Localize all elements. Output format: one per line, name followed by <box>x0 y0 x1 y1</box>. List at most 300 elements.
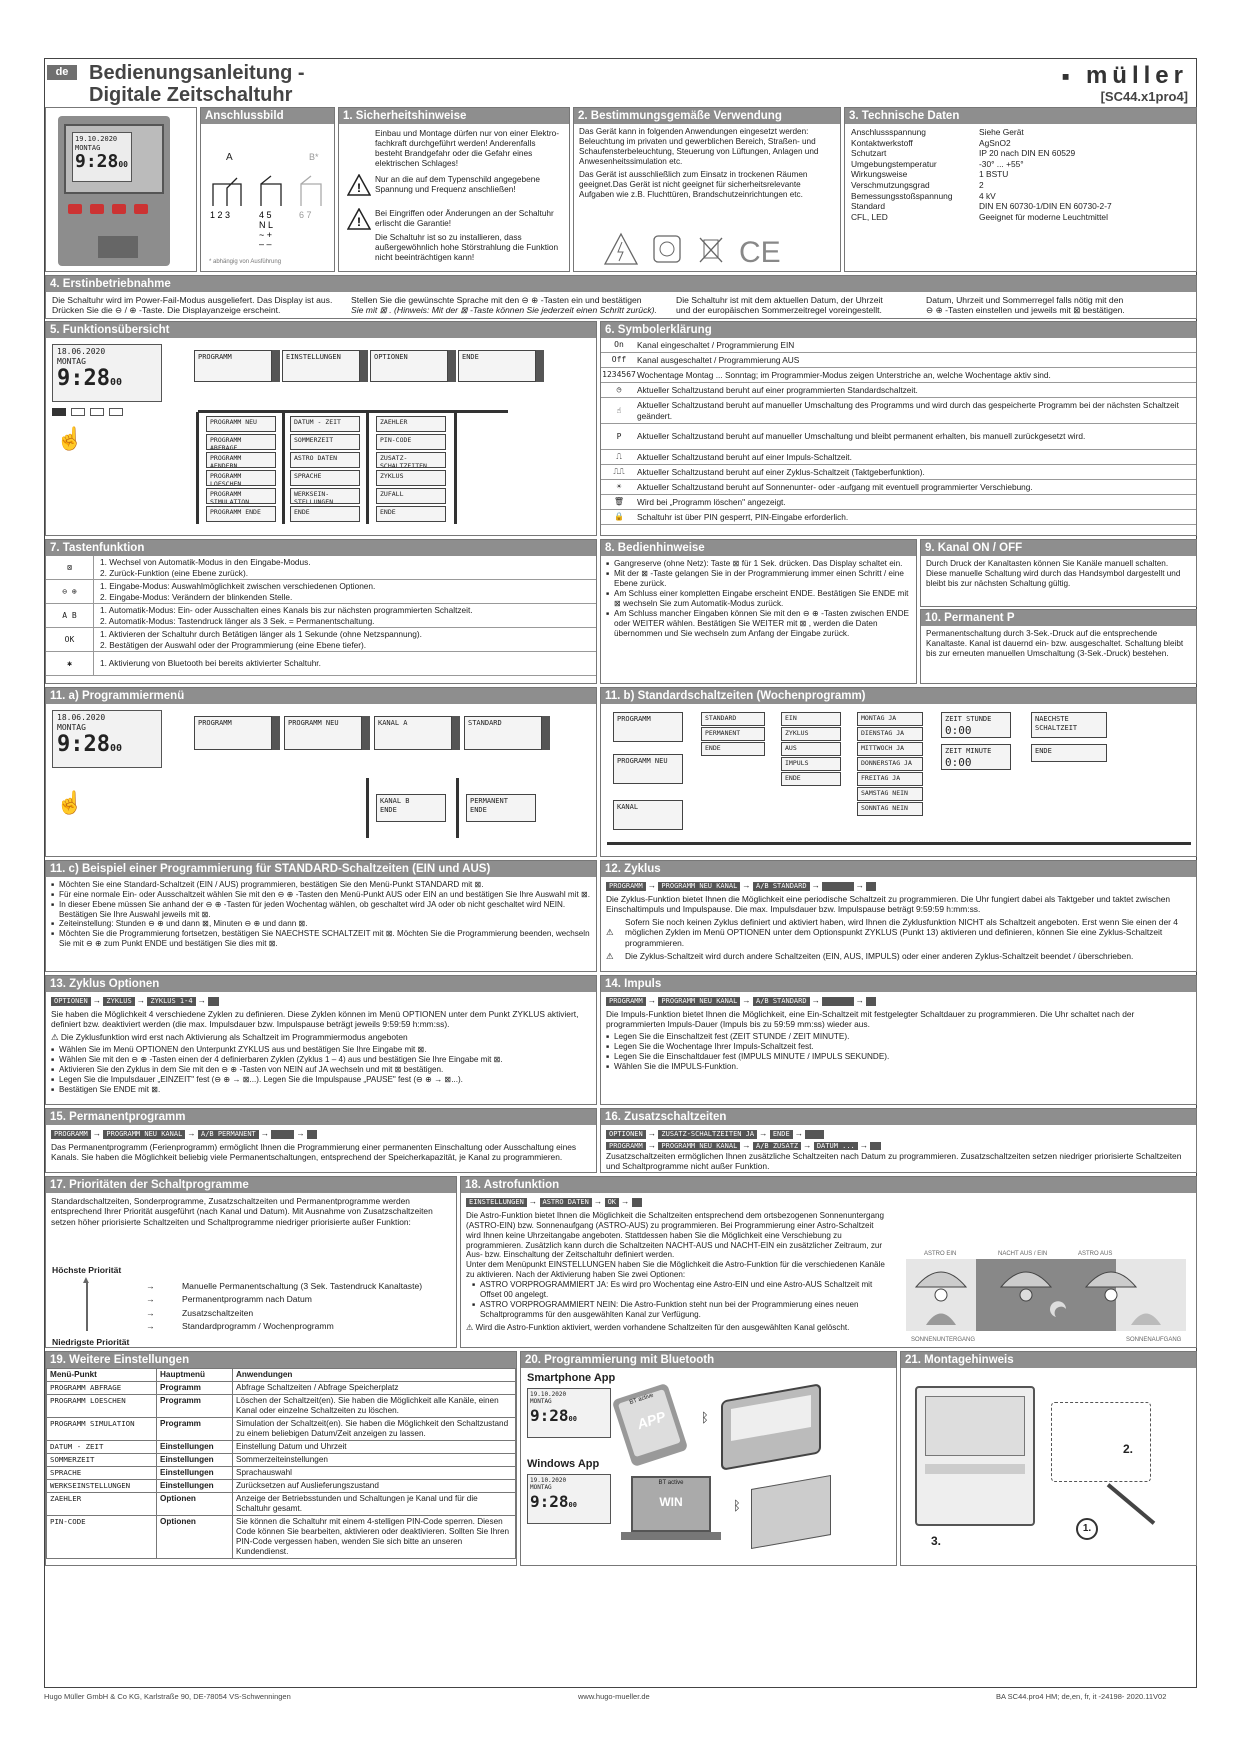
submenu-item: PROGRAMM ENDE <box>206 506 276 522</box>
tasten-row <box>46 556 596 580</box>
cell-haupt: Optionen <box>157 1493 233 1516</box>
language-badge: de <box>47 65 77 80</box>
brand-square-icon: ■ <box>1062 69 1075 84</box>
list-item: ■ Mit der ⊠ -Taste gelangen Sie in der Programmierung immer einen Schritt / eine Ebene zurück. <box>606 569 911 589</box>
warning-icon <box>347 174 371 196</box>
submenu-item: ASTRO DATEN <box>290 452 360 468</box>
symbol-icon: ☀ <box>616 482 622 492</box>
smartphone-app-label: Smartphone App <box>527 1372 616 1384</box>
device-iso-screen <box>731 1395 811 1441</box>
svg-text:SONNENAUFGANG: SONNENAUFGANG <box>1126 1337 1182 1343</box>
cell-anw: Löschen der Schaltzeit(en). Sie haben die Möglichkeit alle Kanäle, einen Kanal oder einzelne Schaltzeiten zu löschen. <box>233 1395 516 1418</box>
device-button-3[interactable] <box>112 204 126 214</box>
tasten-line: 2. Automatik-Modus: Tastendruck länger als 3 Sek. = Permanentschaltung. <box>100 615 375 626</box>
cell-anw: Anzeige der Betriebsstunden und Schaltungen je Kanal und für die Schaltuhr gesamt. <box>233 1493 516 1516</box>
submenu-item: PROGRAMM ABFRAGE <box>206 434 276 450</box>
list-item: ■ In dieser Ebene müssen Sie anhand der ⊖ ⊕ -Tasten für jeden Wochentag wählen, ob geschaltet wird JA oder ob nicht geschaltet wird NEIN. Bestätigen Sie Ihre Auswahl jeweils mit ⊠. <box>51 900 591 920</box>
symbol-row <box>601 398 1196 424</box>
standard-col-2 <box>781 712 841 787</box>
standard-screen-2: PROGRAMM NEU <box>613 754 683 784</box>
table-row <box>47 1516 516 1559</box>
symbol-icon: On <box>614 340 624 350</box>
tech-value: Siehe Gerät <box>979 127 1024 137</box>
cell-haupt: Einstellungen <box>157 1467 233 1480</box>
montage-title: 21. Montagehinweis <box>901 1352 1196 1368</box>
zusatz-title: 16. Zusatzschaltzeiten <box>601 1109 1196 1125</box>
prog-screen: PROGRAMM NEU <box>284 716 362 750</box>
progmenu-vbar-1 <box>366 778 369 838</box>
device-body <box>58 116 170 266</box>
title-line-1: Bedienungsanleitung - <box>89 62 305 84</box>
astro-figure <box>906 1247 1186 1347</box>
tech-row <box>851 138 1190 149</box>
tasten-row <box>46 652 596 676</box>
tech-row <box>851 169 1190 180</box>
prog-screen-keys <box>362 716 370 750</box>
section-weitere <box>45 1351 517 1566</box>
zusatz-path-1: OPTIONEN → ZUSATZ-SCHALTZEITEN JA → ENDE → <box>601 1125 1196 1139</box>
progmenu-display: 18.06.2020 MONTAG 9:2800 <box>52 710 162 768</box>
win-label: WIN <box>659 1495 683 1510</box>
list-item: ■ Gangreserve (ohne Netz): Taste ⊠ für 1 Sek. drücken. Das Display schaltet ein. <box>606 559 911 569</box>
cell-menu: PIN-CODE <box>47 1516 157 1559</box>
prio-item-label: Zusatzschaltzeiten <box>182 1307 254 1318</box>
key-m[interactable] <box>52 408 66 416</box>
list-item: ■ Legen Sie die Einschaltdauer fest (IMPULS MINUTE / IMPULS SEKUNDE). <box>606 1052 1191 1062</box>
menu-screen-keys <box>536 350 544 382</box>
permanent-title: 10. Permanent P <box>921 610 1196 626</box>
bt-display-1: 19.10.2020 MONTAG 9:2800 <box>527 1388 611 1438</box>
key-ok[interactable] <box>109 408 123 416</box>
app-label: APP <box>635 1407 668 1433</box>
zusatz-p1: Zusatzschaltzeiten ermöglichen Ihnen zusätzliche Schaltzeiten nach Datum zu programmieren. Zusatzschaltzeiten setzen niedriger priorisierte Schaltzeiten und Schaltprogramme nicht außer Funktion. <box>606 1151 1182 1172</box>
progmenu-vbar-2 <box>456 778 459 838</box>
zyklus-path: PROGRAMM → PROGRAMM NEU KANAL → A/B STANDARD → → <box>601 877 1196 894</box>
tech-value: 2 <box>979 179 984 190</box>
submenu-item: ENDE <box>376 506 446 522</box>
submenu-item: ZUFALL <box>376 488 446 504</box>
list-item: ■ Legen Sie die Impulsdauer „EINZEIT" fest (⊖ ⊕ → ⊠...). Legen Sie die Impulspause „PAUSE" fest (⊖ ⊕ → ⊠...). <box>51 1075 591 1085</box>
kanal-text: Durch Druck der Kanaltasten können Sie Kanäle manuell schalten. Diese manuelle Schaltung wird durch das Handsymbol dargestellt und bleibt bis zur nächsten Schaltung gültig. <box>926 559 1181 588</box>
prio-arrow-head-icon: ▲ <box>81 1275 91 1286</box>
list-item: ■ Wählen Sie mit den ⊖ ⊕ -Tasten einen der 4 definierbaren Zyklen (Zyklus 1 – 4) aus und bestätigen Sie Ihre Eingabe mit ⊠. <box>51 1055 591 1065</box>
beispiel-list <box>46 877 596 952</box>
key-icon: A B <box>46 604 94 627</box>
tech-value: IP 20 nach DIN EN 60529 <box>979 148 1076 159</box>
tech-key: Wirkungsweise <box>851 169 908 180</box>
cell-anw: Zurücksetzen auf Auslieferungszustand <box>233 1480 516 1493</box>
tech-value: DIN EN 60730-1/DIN EN 60730-2-7 <box>979 201 1112 212</box>
impuls-title: 14. Impuls <box>601 976 1196 992</box>
funktion-display: 18.06.2020 MONTAG 9:2800 <box>52 344 162 402</box>
svg-text:ASTRO EIN: ASTRO EIN <box>924 1251 957 1257</box>
cell-menu: ZAEHLER <box>47 1493 157 1516</box>
bluetooth-title: 20. Programmierung mit Bluetooth <box>521 1352 896 1368</box>
device-button-1[interactable] <box>68 204 82 214</box>
symbol-title: 6. Symbolerklärung <box>601 322 1196 338</box>
symbol-text: Aktueller Schaltzustand beruht auf einer Impuls-Schaltzeit. <box>637 451 852 462</box>
tech-data-list <box>845 124 1196 225</box>
prio-item-label: Standardprogramm / Wochenprogramm <box>182 1321 334 1332</box>
tech-key: Bemessungsstoßspannung <box>851 190 953 201</box>
table-row <box>47 1418 516 1441</box>
section-progmenu <box>45 687 597 857</box>
prog-screen-keys <box>452 716 460 750</box>
section-standard <box>600 687 1197 857</box>
funktion-vbar-1 <box>196 412 199 524</box>
list-item: ■ Am Schluss einer kompletten Eingabe erscheint ENDE. Bestätigen Sie ENDE mit ⊠ wechseln Sie zum Automatik-Modus zurück. <box>606 589 911 609</box>
table-row <box>47 1480 516 1493</box>
prog-screen: PROGRAMM <box>194 716 272 750</box>
section-prio <box>45 1176 457 1348</box>
symbol-icon: Off <box>611 355 627 365</box>
tasten-line: 2. Zurück-Funktion (eine Ebene zurück). <box>100 567 249 578</box>
cell-anw: Sommerzeiteinstellungen <box>233 1454 516 1467</box>
cell-menu: WERKSEINSTELLUNGEN <box>47 1480 157 1493</box>
standard-item: PERMANENT <box>701 727 765 741</box>
section-symbol <box>600 321 1197 536</box>
footer-docid: BA SC44.pro4 HM; de,en, fr, it -24198- 2020.11V02 <box>996 1692 1167 1701</box>
symbol-row <box>601 465 1196 480</box>
list-item: ■ Zeiteinstellung: Stunden ⊖ ⊕ und dann ⊠, Minuten ⊖ ⊕ und dann ⊠. <box>51 919 591 929</box>
submenu-item: PIN-CODE <box>376 434 446 450</box>
standard-item: DIENSTAG JA <box>857 727 923 741</box>
manual-page <box>44 58 1197 1688</box>
permprog-path: PROGRAMM → PROGRAMM NEU KANAL → A/B PERMANENT → → <box>46 1125 596 1142</box>
svg-text:CE: CE <box>739 236 781 268</box>
table-row <box>47 1395 516 1418</box>
table-row <box>47 1467 516 1480</box>
standard-item: STANDARD <box>701 712 765 726</box>
device-buttons <box>68 204 148 214</box>
windows-app-label: Windows App <box>527 1458 600 1470</box>
symbol-list <box>601 338 1196 525</box>
key-icon: OK <box>46 628 94 651</box>
tech-value: 1 BSTU <box>979 169 1009 180</box>
symbol-row <box>601 383 1196 398</box>
weitere-table <box>46 1368 516 1559</box>
standard-item: SONNTAG NEIN <box>857 802 923 816</box>
erst-col-2: Stellen Sie die gewünschte Sprache mit den ⊖ ⊕ -Tasten ein und bestätigen Sie mit ⊠ . (Hinweis: Mit der ⊠ -Taste können Sie jederzeit einen Schritt zurück). <box>351 295 657 316</box>
section-astro <box>460 1176 1197 1348</box>
prio-item-label: Permanentprogramm nach Datum <box>182 1294 312 1305</box>
submenu-item: WERKSEIN-STELLUNGEN <box>290 488 360 504</box>
bluetooth-icon: ᛒ <box>701 1410 709 1425</box>
tech-row <box>851 212 1190 223</box>
wiring-terminals: 1 2 3 <box>210 210 231 220</box>
table-row <box>47 1493 516 1516</box>
svg-text:~ +: ~ + <box>259 230 273 240</box>
warning-icon: ⚠ <box>606 927 614 938</box>
tasten-line: 1. Eingabe-Modus: Auswahlmöglichkeit zwischen verschiedenen Optionen. <box>100 581 376 592</box>
standard-zeit-minute: ZEIT MINUTE 0:00 <box>941 744 1011 770</box>
astro-text: Die Astro-Funktion bietet Ihnen die Möglichkeit die Schaltzeiten entsprechend dem ortsbezogenen Sonnenuntergang (ASTRO-EIN) bzw. Sonnenaufgang (ASTRO-AUS) zu programmieren. Bei Programmierung einer Astro-Schaltzeit wird Ihnen keine Uhrzeitangabe angeboten. Stattdessen haben Sie die Möglichkeit eine Verschiebung zu programmieren. Zusätzlich kann durch die Schaltzeiten NACHT-AUS und NACHT-EIN ein zusätzlicher Zeitraum, zur Aus- bzw. Einschaltung der Zeitschaltuhr definiert werden. Unter dem Menüpunkt EINSTELLUNGEN haben Sie die Möglichkeit die Astro-Funktion für die verschiedenen Kanäle zu aktivieren. Nach der Aktivierung haben Sie zwei Optionen: ■ ASTRO VORPROGRAMMIERT JA: Es wird pro Wochentag eine Astro-EIN und eine Astro-AUS Schaltzeit mit Offset 00 angelegt. ■ ASTRO VORPROGRAMMIERT NEIN: Die Astro-Funktion steht nun bei der Programmierung eines neuen Schaltprogramms für den ausgewählten Kanal zur Verfügung. ⚠ Wird die Astro-Funktion aktiviert, werden vorhandene Schaltzeiten für den ausgewählten Kanal gelöscht. <box>466 1211 886 1333</box>
tasten-line: 1. Automatik-Modus: Ein- oder Ausschalten eines Kanals bis zur nächsten programmierten Schaltzeit. <box>100 605 473 616</box>
erst-col-1: Die Schaltuhr wird im Power-Fail-Modus ausgeliefert. Das Display ist aus. Drücken Sie die ⊖ / ⊕ -Taste. Die Displayanzeige erscheint. <box>52 295 333 316</box>
symbol-text: Kanal ausgeschaltet / Programmierung AUS <box>637 354 800 365</box>
prio-arrow <box>86 1281 88 1331</box>
warning-icon: ⚠ <box>466 1323 474 1333</box>
laptop-base <box>621 1532 721 1540</box>
device-button-2[interactable] <box>90 204 104 214</box>
standard-item: DONNERSTAG JA <box>857 757 923 771</box>
lcd-time: 9:2800 <box>75 151 128 173</box>
funktion-keys <box>52 408 123 416</box>
key-minus[interactable] <box>71 408 85 416</box>
technik-title: 3. Technische Daten <box>845 108 1196 124</box>
menu-screen: PROGRAMM <box>194 350 272 382</box>
sicherheit-title: 1. Sicherheitshinweise <box>339 108 569 124</box>
svg-text:4 5: 4 5 <box>259 210 272 220</box>
zyklopt-warning: ⚠ Die Zyklusfunktion wird erst nach Aktivierung als Schaltzeit im Programmiermodus angeboten <box>51 1032 408 1043</box>
progmenu-sub-2: PERMANENT ENDE <box>466 794 536 822</box>
symbol-text: Wird bei „Programm löschen" angezeigt. <box>637 496 786 507</box>
footer-address: Hugo Müller GmbH & Co KG, Karlstraße 90, DE-78054 VS-Schwenningen <box>44 1692 291 1701</box>
standard-item: MITTWOCH JA <box>857 742 923 756</box>
symbol-row <box>601 480 1196 495</box>
permprog-title: 15. Permanentprogramm <box>46 1109 596 1125</box>
astro-title: 18. Astrofunktion <box>461 1177 1196 1193</box>
prio-low-label: Niedrigste Priorität <box>52 1337 130 1347</box>
cell-haupt: Einstellungen <box>157 1480 233 1493</box>
permprog-p1: Das Permanentprogramm (Ferienprogramm) ermöglicht Ihnen die Programmierung einer permanenten Einschaltung oder Ausschaltung eines Kanals. Sie haben die Möglichkeit beliebig viele Permanentschaltungen, entsprechend der Speicherkapazität, je Kanal zu programmieren. <box>51 1141 577 1162</box>
wiring-pins-67: 6 7 <box>299 210 312 220</box>
zyklopt-list <box>46 1045 596 1097</box>
key-plus[interactable] <box>90 408 104 416</box>
tech-value: Geeignet für moderne Leuchtmittel <box>979 211 1108 222</box>
list-item: ■ Möchten Sie eine Standard-Schaltzeit (EIN / AUS) programmieren, bestätigen Sie den Menü-Punkt STANDARD mit ⊠. <box>51 880 591 890</box>
section-bedien <box>600 539 917 684</box>
zyklus-w2: ⚠ Die Zyklus-Schaltzeit wird durch andere Schaltzeiten (EIN, AUS, IMPULS) oder einer anderen Zyklus-Schaltzeit beendet / überschrieben. <box>606 950 1134 961</box>
svg-text:ASTRO AUS: ASTRO AUS <box>1078 1251 1113 1257</box>
tech-key: CFL, LED <box>851 211 888 222</box>
submenu-item: ZYKLUS <box>376 470 446 486</box>
symbol-text: Aktueller Schaltzustand beruht auf manueller Umschaltung und bleibt permanent erhalten, bis manuell zurückgesetzt wird. <box>637 431 1086 442</box>
symbol-icon: ⎍⎍ <box>613 467 625 477</box>
symbol-text: Kanal eingeschaltet / Programmierung EIN <box>637 339 795 350</box>
prio-item <box>146 1281 422 1291</box>
list-item: ■ Wählen Sie im Menü OPTIONEN den Unterpunkt ZYKLUS aus und bestätigen Sie Ihre Eingabe mit ⊠. <box>51 1045 591 1055</box>
th-haupt: Hauptmenü <box>157 1369 233 1382</box>
zyklus-w1: ⚠ Sofern Sie noch keinen Zyklus definiert und aktiviert haben, wird Ihnen die Zyklusfunktion NICHT als Schaltzeit angeboten. Erst wenn Sie einen der 4 möglichen Zyklen im Menü OPTIONEN unter dem Optionspunkt ZYKLUS (Punkt 13) aktivieren und definieren, können Sie eine Zyklus-Schaltzeit programmieren. <box>606 917 1178 948</box>
hand-icon: ☝ <box>56 790 84 815</box>
standard-title: 11. b) Standardschaltzeiten (Wochenprogramm) <box>601 688 1196 704</box>
anschluss-footnote: * abhängig von Ausführung <box>209 259 282 265</box>
prio-item <box>146 1294 422 1304</box>
section-montage <box>900 1351 1197 1566</box>
symbol-row <box>601 368 1196 383</box>
tasten-line: 2. Bestätigen der Auswahl oder der Programmierung (eine Ebene tiefer). <box>100 639 367 650</box>
standard-item: MONTAG JA <box>857 712 923 726</box>
tech-key: Umgebungstemperatur <box>851 158 937 169</box>
menu-screen: OPTIONEN <box>370 350 448 382</box>
montage-step-2: 2. <box>1123 1442 1134 1456</box>
symbol-text: Schaltuhr ist über PIN gesperrt, PIN-Eingabe erforderlich. <box>637 511 849 522</box>
tech-row <box>851 148 1190 159</box>
section-zusatz <box>600 1108 1197 1173</box>
wiring-label-b: B* <box>309 152 319 162</box>
menu-screen-keys <box>360 350 368 382</box>
prog-screen-keys <box>542 716 550 750</box>
submenu-item: SPRACHE <box>290 470 360 486</box>
bestimmung-p1: Das Gerät kann in folgenden Anwendungen eingesetzt werden: Beleuchtung im privaten und gewerblichen Bereich, Straßen- und Schaufensterbeleuchtung, Steuerung von Lüftungen, Anlagen und Anwesenheitssimulation etc. <box>579 127 819 166</box>
prio-p1: Standardschaltzeiten, Sonderprogramme, Zusatzschaltzeiten und Permanentprogramme werden entsprechend Ihrer Priorität ausgeführt (nach Kanal und Datum). Mit Ausnahme von Zusatzschaltzeiten setzen höher priorisierte Schaltzeiten und Schaltprogramme niedriger priorisierte außer Funktion: <box>51 1196 433 1227</box>
bedien-list <box>601 556 916 642</box>
symbol-icon: ☝ <box>616 405 622 415</box>
symbol-icon: P <box>616 431 622 441</box>
montage-detail <box>1051 1402 1151 1482</box>
prio-item <box>146 1308 422 1318</box>
erst-col-4: Datum, Uhrzeit und Sommerregel falls nötig mit den ⊖ ⊕ -Tasten einstellen und jeweils mit ⊠ bestätigen. <box>926 295 1125 316</box>
prio-item-label: Manuelle Permanentschaltung (3 Sek. Tastendruck Kanaltaste) <box>182 1281 423 1291</box>
tasten-row <box>46 628 596 652</box>
arrow-right-icon: → <box>146 1294 155 1305</box>
cell-menu: DATUM - ZEIT <box>47 1441 157 1454</box>
list-item: ■ Wählen Sie die IMPULS-Funktion. <box>606 1062 1191 1072</box>
device-iso <box>721 1383 821 1471</box>
footer-website[interactable]: www.hugo-mueller.de <box>578 1692 650 1701</box>
tech-key: Standard <box>851 201 885 212</box>
impuls-path: PROGRAMM → PROGRAMM NEU KANAL → A/B STANDARD → → <box>601 992 1196 1009</box>
sicherheit-p4: Die Schaltuhr ist so zu installieren, dass außergewöhnlich hohe Störstrahlung die Funktion nicht beeinträchtigen kann! <box>375 232 559 263</box>
symbol-row <box>601 450 1196 465</box>
svg-text:!: ! <box>357 181 361 195</box>
zusatz-path-2: PROGRAMM → PROGRAMM NEU KANAL → A/B ZUSATZ → DATUM ... → <box>601 1139 1196 1151</box>
submenu-item: PROGRAMM AENDERN <box>206 452 276 468</box>
progmenu-title: 11. a) Programmiermenü <box>46 688 596 704</box>
submenu-item: ENDE <box>290 506 360 522</box>
prio-high-label: Höchste Priorität <box>52 1265 122 1275</box>
section-permprog <box>45 1108 597 1173</box>
key-icon: ⊠ <box>46 556 94 579</box>
device-button-4[interactable] <box>134 204 148 214</box>
th-menu: Menü-Punkt <box>47 1369 157 1382</box>
standard-item: EIN <box>781 712 841 726</box>
prio-list <box>146 1281 422 1335</box>
section-kanal <box>920 539 1197 607</box>
tech-row <box>851 180 1190 191</box>
standard-item: ENDE <box>701 742 765 756</box>
section-funktion <box>45 321 597 536</box>
prog-screen: KANAL A <box>374 716 452 750</box>
svg-text:SONNENUNTERGANG: SONNENUNTERGANG <box>911 1337 976 1343</box>
lcd-date: 19.10.2020 <box>75 135 118 143</box>
section-erst <box>45 275 1197 319</box>
list-item: ■ Legen Sie die Einschaltzeit fest (ZEIT STUNDE / ZEIT MINUTE). <box>606 1032 1191 1042</box>
cell-menu: PROGRAMM SIMULATION <box>47 1418 157 1441</box>
device-din <box>751 1475 831 1549</box>
table-row <box>47 1441 516 1454</box>
bedien-title: 8. Bedienhinweise <box>601 540 916 556</box>
cell-haupt: Programm <box>157 1382 233 1395</box>
warning-icon <box>347 208 371 230</box>
cell-anw: Abfrage Schaltzeiten / Abfrage Speicherplatz <box>233 1382 516 1395</box>
bt-display-2: 19.10.2020 MONTAG 9:2800 <box>527 1474 611 1524</box>
tasten-title: 7. Tastenfunktion <box>46 540 596 556</box>
symbol-row <box>601 338 1196 353</box>
arrow-right-icon: → <box>146 1307 155 1318</box>
list-item: ■ Aktivieren Sie den Zyklus in dem Sie mit den ⊖ ⊕ -Tasten von NEIN auf JA wechseln und mit ⊠ bestätigen. <box>51 1065 591 1075</box>
tasten-line: 1. Aktivieren der Schaltuhr durch Betätigen länger als 1 Sekunde (ohne Netzspannung). <box>100 629 422 640</box>
tech-row <box>851 127 1190 138</box>
tech-key: Kontaktwerkstoff <box>851 137 913 148</box>
cell-anw: Sie können die Schaltuhr mit einem 4-stelligen PIN-Code sperren. Diesen Code können Sie bearbeiten, aktivieren oder deaktivieren. Sollten Sie Ihren PIN-Code vergessen haben, wenden Sie sich bitte an unseren Kundendienst. <box>233 1516 516 1559</box>
cell-menu: PROGRAMM LOESCHEN <box>47 1395 157 1418</box>
submenu-item: ZAEHLER <box>376 416 446 432</box>
section-bestimmung <box>573 107 841 272</box>
section-bluetooth <box>520 1351 897 1566</box>
cell-menu: SOMMERZEIT <box>47 1454 157 1467</box>
symbol-text: Aktueller Schaltzustand beruht auf einer programmierten Standardschaltzeit. <box>637 384 918 395</box>
standard-item: IMPULS <box>781 757 841 771</box>
svg-text:– –: – – <box>259 239 272 249</box>
tasten-row <box>46 604 596 628</box>
title-line-2: Digitale Zeitschaltuhr <box>89 84 293 106</box>
table-row <box>47 1454 516 1467</box>
svg-text:NACHT AUS / EIN: NACHT AUS / EIN <box>998 1251 1048 1257</box>
submenu-item: PROGRAMM SIMULATION <box>206 488 276 504</box>
model-number: [SC44.x1pro4] <box>1100 89 1188 104</box>
symbol-text: Aktueller Schaltzustand beruht auf manueller Umschaltung des Programms und wird durch das gespeicherte Programm bei der nächsten Schaltzeit geändert. <box>637 400 1179 421</box>
impuls-list <box>601 1032 1196 1075</box>
section-permanent <box>920 609 1197 684</box>
cell-haupt: Programm <box>157 1418 233 1441</box>
tech-key: Schutzart <box>851 148 887 159</box>
standard-col-1 <box>701 712 765 757</box>
funktion-title: 5. Funktionsübersicht <box>46 322 596 338</box>
symbol-row <box>601 510 1196 525</box>
standard-screen-1: PROGRAMM <box>613 712 683 742</box>
key-icon: ✱ <box>46 652 94 675</box>
section-zyklus <box>600 860 1197 972</box>
tasten-row <box>46 580 596 604</box>
submenu-item: DATUM - ZEIT <box>290 416 360 432</box>
hand-icon: ☝ <box>56 426 84 451</box>
cell-haupt: Einstellungen <box>157 1441 233 1454</box>
section-technik <box>844 107 1197 272</box>
prio-title: 17. Prioritäten der Schaltprogramme <box>46 1177 456 1193</box>
zyklus-p1: Die Zyklus-Funktion bietet Ihnen die Möglichkeit eine periodische Schaltzeit zu programmieren. Die Uhr fungiert dabei als Taktgeber und taktet zwischen Einschaltimpuls und Impulspause. Die max. Impulsdauer bzw. Impulspause beträgt 9:59:59 h:mm:ss. <box>606 893 1171 914</box>
svg-text:N L: N L <box>259 220 274 230</box>
funktion-col-einstellungen <box>290 416 360 524</box>
prio-item <box>146 1321 422 1331</box>
tech-value: -30° ... +55° <box>979 158 1024 169</box>
anschluss-title: Anschlussbild <box>201 108 334 124</box>
tasten-line: 1. Aktivierung von Bluetooth bei bereits aktivierter Schaltuhr. <box>100 658 321 669</box>
symbol-row <box>601 353 1196 368</box>
prog-screen: STANDARD <box>464 716 542 750</box>
weitere-title: 19. Weitere Einstellungen <box>46 1352 516 1368</box>
standard-ende: ENDE <box>1031 744 1107 762</box>
submenu-item: SOMMERZEIT <box>290 434 360 450</box>
sicherheit-p2: Nur an die auf dem Typenschild angegebene Spannung und Frequenz anschließen! <box>375 174 540 195</box>
brand-logo: ■ müller <box>1062 62 1188 89</box>
cell-anw: Simulation der Schaltzeit(en). Sie haben die Möglichkeit den Schaltzustand zu einem beliebigen Datum/Zeit anzeigen zu lassen. <box>233 1418 516 1441</box>
cell-haupt: Optionen <box>157 1516 233 1559</box>
section-sicherheit <box>338 107 570 272</box>
menu-screen-keys <box>448 350 456 382</box>
symbol-row <box>601 424 1196 450</box>
zyklopt-p1: Sie haben die Möglichkeit 4 verschiedene Zyklen zu definieren. Diese Zyklen können im Menü OPTIONEN unter dem Punkt ZYKLUS aktiviert, definiert bzw. deaktiviert werden (die max. Impulsdauer bzw. Impulspause beträgt jeweils 9:59:59 h:mm:ss). <box>51 1008 579 1029</box>
section-tasten <box>45 539 597 684</box>
bestimmung-p2: Das Gerät ist ausschließlich zum Einsatz in trockenen Räumen geeignet.Das Gerät ist nicht geeignet für sicherheitsrelevante Aufgaben wie z.B. Fluchttüren, Brandschutzeinrichtungen etc. <box>579 170 808 199</box>
symbol-text: Aktueller Schaltzustand beruht auf Sonnenunter- oder -aufgang mit eventuell programmierter Verschiebung. <box>637 481 1033 492</box>
bluetooth-icon: ᛒ <box>733 1498 741 1513</box>
screwdriver-icon <box>1107 1483 1156 1525</box>
section-zyklopt <box>45 975 597 1105</box>
list-item: ■ Am Schluss mancher Eingaben können Sie mit den ⊖ ⊕ -Tasten zwischen ENDE oder WEITER wählen. Bestätigen Sie WEITER mit ⊠ , werden die Daten übernommen und Sie wechseln zum Anfang der Eingabe zurück. <box>606 609 911 639</box>
funktion-col-optionen <box>376 416 446 524</box>
